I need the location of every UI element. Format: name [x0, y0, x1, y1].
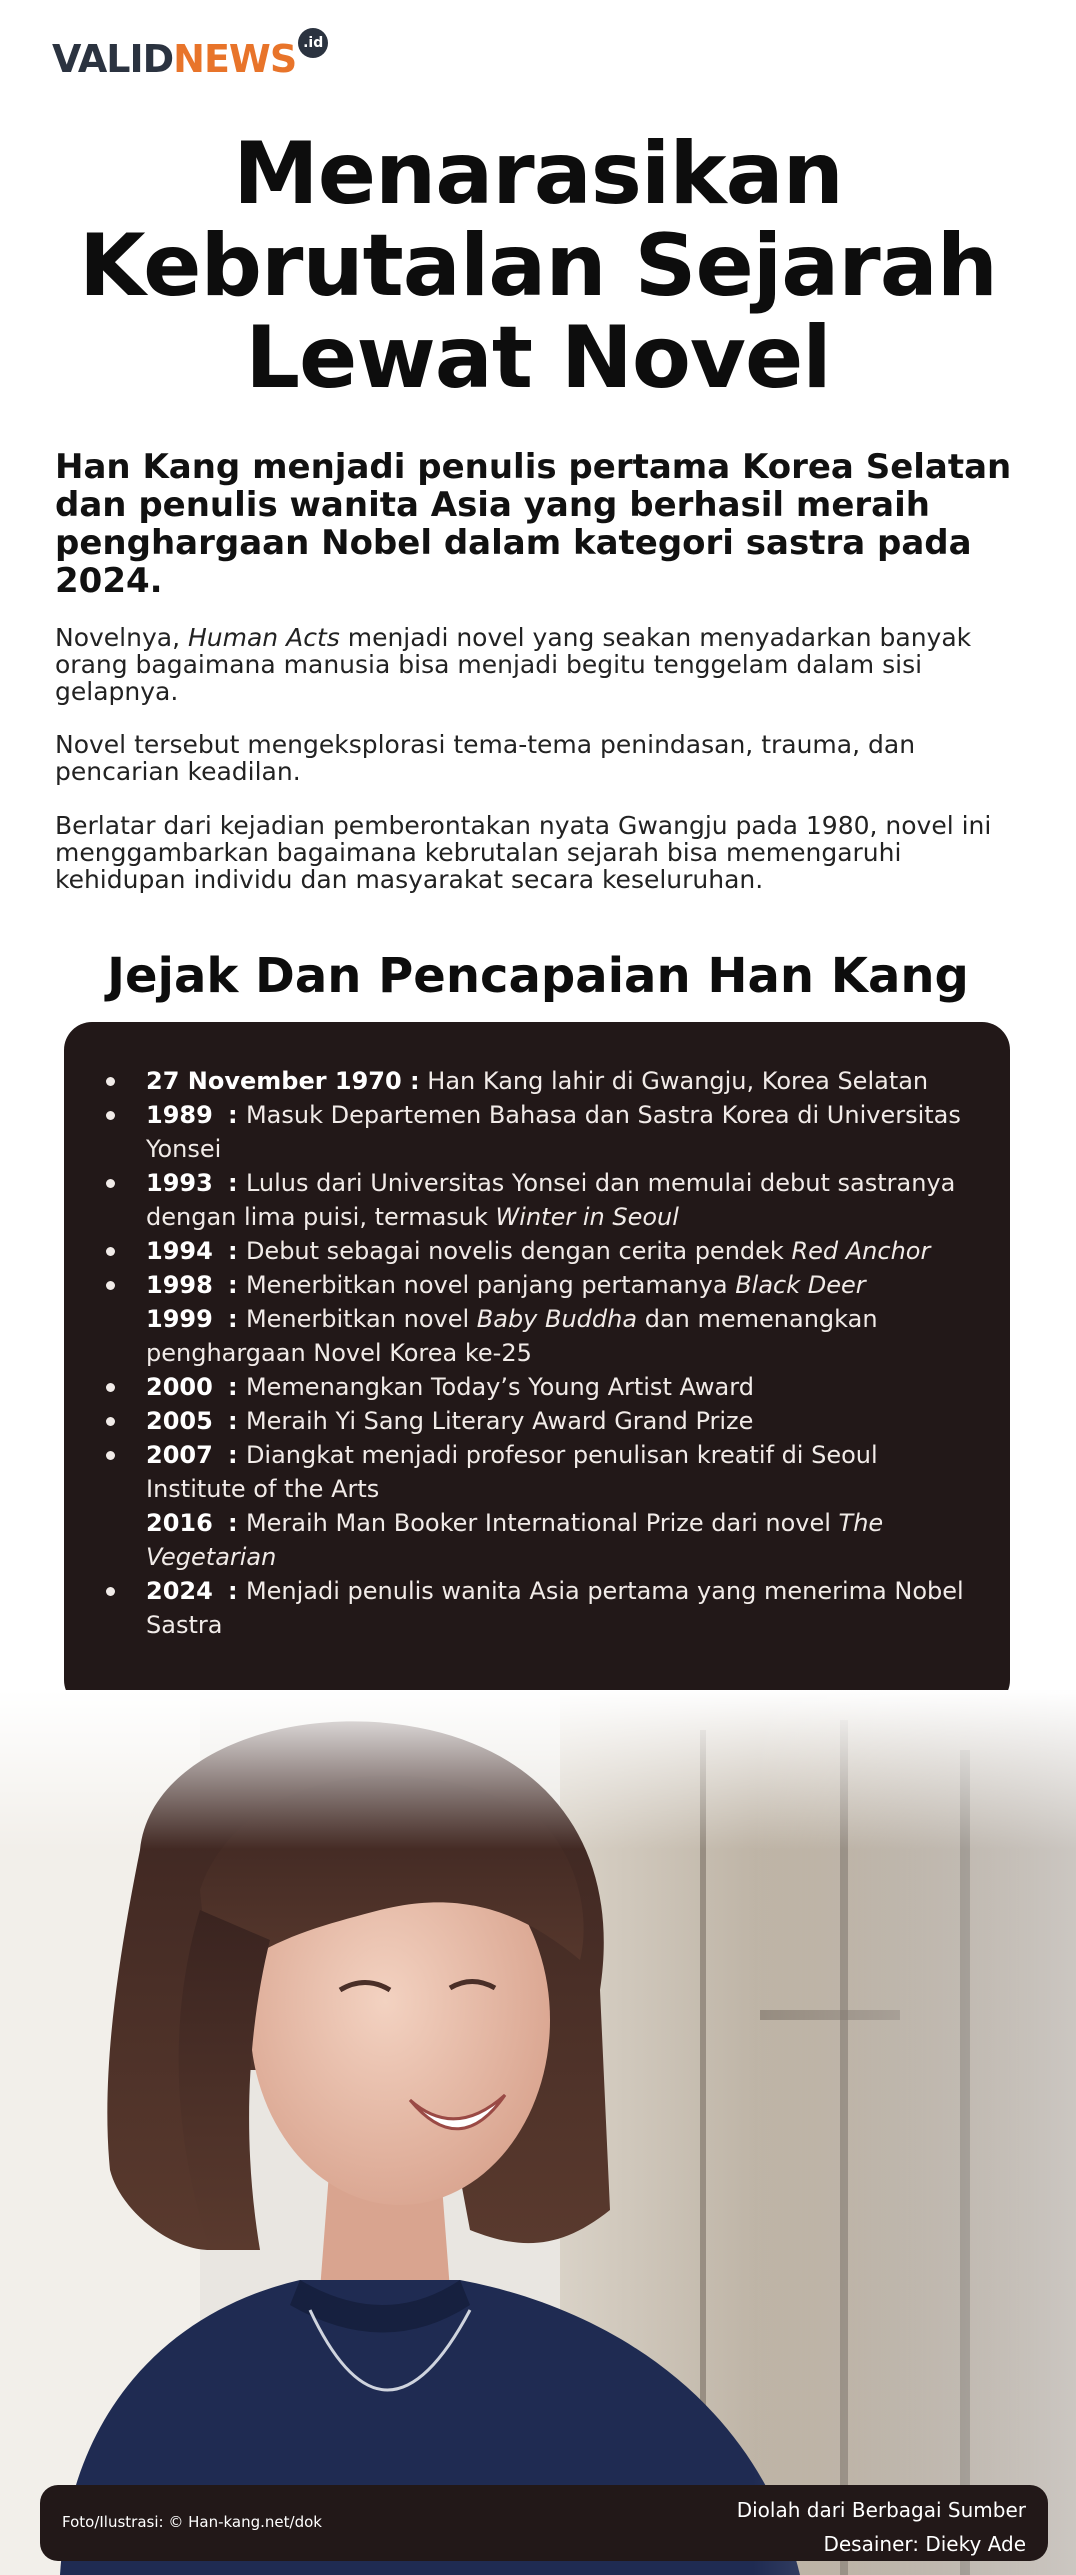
timeline-item-1998 [106, 1268, 970, 1302]
timeline-text: Han Kang lahir di Gwangju, Korea Selatan [419, 1067, 929, 1095]
logo-part-news: NEWS [173, 37, 297, 81]
timeline-year: 1989 [146, 1101, 213, 1129]
author-photo [0, 1690, 1076, 2575]
timeline-text: Meraih Yi Sang Literary Award Grand Prize [245, 1407, 754, 1435]
timeline-text: Memenangkan Today’s Young Artist Award [245, 1373, 754, 1401]
p1-book-title: Human Acts [187, 623, 340, 652]
paragraph-human-acts [55, 624, 1035, 705]
timeline-year: 2024 [146, 1577, 213, 1605]
timeline-item-1994 [106, 1234, 970, 1268]
timeline-year: 1994 [146, 1237, 213, 1265]
timeline-year: 27 November 1970 : [146, 1067, 420, 1095]
timeline-text: Diangkat menjadi profesor penulisan kreatif di Seoul Institute of the Arts [146, 1441, 878, 1503]
designer-credit: Desainer: Dieky Ade [823, 2532, 1026, 2556]
logo-badge-icon: .id [298, 28, 328, 58]
timeline-text: Masuk Departemen Bahasa dan Sastra Korea di Universitas Yonsei [146, 1101, 961, 1163]
timeline-separator: : [228, 1509, 246, 1537]
timeline-work-title: The Vegetarian [146, 1509, 884, 1571]
title-line-1: Menarasikan [233, 124, 843, 224]
timeline-year: 2005 [146, 1407, 213, 1435]
bullet-icon [106, 1417, 115, 1426]
timeline-text: Lulus dari Universitas Yonsei dan memulai debut sastranya dengan lima puisi, termasuk [146, 1169, 956, 1231]
footer-bar [40, 2485, 1048, 2561]
bullet-icon [106, 1111, 115, 1120]
footer-sources [737, 2493, 1026, 2561]
timeline-work-title: Red Anchor [791, 1237, 931, 1265]
timeline-item-2007 [106, 1438, 970, 1506]
timeline-text-after: dan memenangkan penghargaan Novel Korea ke-25 [146, 1305, 878, 1367]
timeline-separator: : [228, 1237, 246, 1265]
lead-paragraph: Han Kang menjadi penulis pertama Korea Selatan dan penulis wanita Asia yang berhasil meraih penghargaan Nobel dalam kategori sastra pada 2024. [55, 447, 1012, 601]
timeline-year: 2000 [146, 1373, 213, 1401]
timeline-item-1999 [106, 1302, 970, 1370]
timeline-separator: : [228, 1577, 246, 1605]
p1-text-after: menjadi novel yang seakan menyadarkan banyak orang bagaimana manusia bisa menjadi begitu tenggelam dalam sisi gelapnya. [55, 623, 972, 706]
timeline-separator: : [228, 1441, 246, 1469]
timeline-separator: : [228, 1407, 246, 1435]
timeline-separator: : [228, 1271, 246, 1299]
timeline-work-title: Baby Buddha [476, 1305, 638, 1333]
author-photo-illustration [0, 1690, 1076, 2575]
bullet-icon [106, 1281, 115, 1290]
section-title: Jejak Dan Pencapaian Han Kang [107, 948, 969, 1004]
timeline-item-2024 [106, 1574, 970, 1642]
timeline-year: 1998 [146, 1271, 213, 1299]
timeline-work-title: Black Deer [735, 1271, 866, 1299]
timeline-item-2000 [106, 1370, 970, 1404]
bullet-icon [106, 1383, 115, 1392]
timeline-item-2016 [106, 1506, 970, 1574]
timeline-year: 2016 [146, 1509, 213, 1537]
timeline-text: Debut sebagai novelis dengan cerita pendek [245, 1237, 792, 1265]
timeline-text: Menerbitkan novel panjang pertamanya [245, 1271, 736, 1299]
timeline-year: 1993 [146, 1169, 213, 1197]
timeline-item-1989 [106, 1098, 970, 1166]
timeline-item-1993 [106, 1166, 970, 1234]
paragraph-gwangju: Berlatar dari kejadian pemberontakan nyata Gwangju pada 1980, novel ini menggambarkan bagaimana kebrutalan sejarah bisa memengaruhi kehidupan individu dan masyarakat secara keseluruhan. [55, 811, 992, 894]
bullet-icon [106, 1451, 115, 1460]
timeline-item-1970 [106, 1064, 970, 1098]
title-line-3: Lewat Novel [245, 308, 831, 408]
timeline-separator: : [228, 1169, 246, 1197]
bullet-icon [106, 1247, 115, 1256]
timeline-text: Menjadi penulis wanita Asia pertama yang menerima Nobel Sastra [146, 1577, 964, 1639]
timeline-year: 2007 [146, 1441, 213, 1469]
paragraph-themes: Novel tersebut mengeksplorasi tema-tema penindasan, trauma, dan pencarian keadilan. [55, 730, 916, 786]
bullet-icon [106, 1179, 115, 1188]
timeline-separator: : [228, 1305, 246, 1333]
timeline-work-title: Winter in Seoul [495, 1203, 679, 1231]
bullet-icon [106, 1077, 115, 1086]
timeline-year: 1999 [146, 1305, 213, 1333]
logo-part-valid: VALID [52, 37, 174, 81]
timeline-text: Menerbitkan novel [245, 1305, 477, 1333]
photo-credit: Foto/Ilustrasi: © Han-kang.net/dok [62, 2513, 322, 2531]
timeline-separator: : [228, 1101, 246, 1129]
timeline-item-2005 [106, 1404, 970, 1438]
logo-wordmark [52, 37, 297, 81]
timeline-panel [64, 1022, 1010, 1708]
timeline-text: Meraih Man Booker International Prize dari novel [245, 1509, 839, 1537]
page-title [0, 124, 1076, 408]
bullet-icon [106, 1587, 115, 1596]
p1-text-before: Novelnya, [55, 623, 188, 652]
timeline-separator: : [228, 1373, 246, 1401]
title-line-2: Kebrutalan Sejarah [79, 216, 997, 316]
timeline-list [106, 1064, 970, 1642]
source-note: Diolah dari Berbagai Sumber [736, 2498, 1026, 2522]
validnews-logo[interactable] [52, 28, 328, 88]
